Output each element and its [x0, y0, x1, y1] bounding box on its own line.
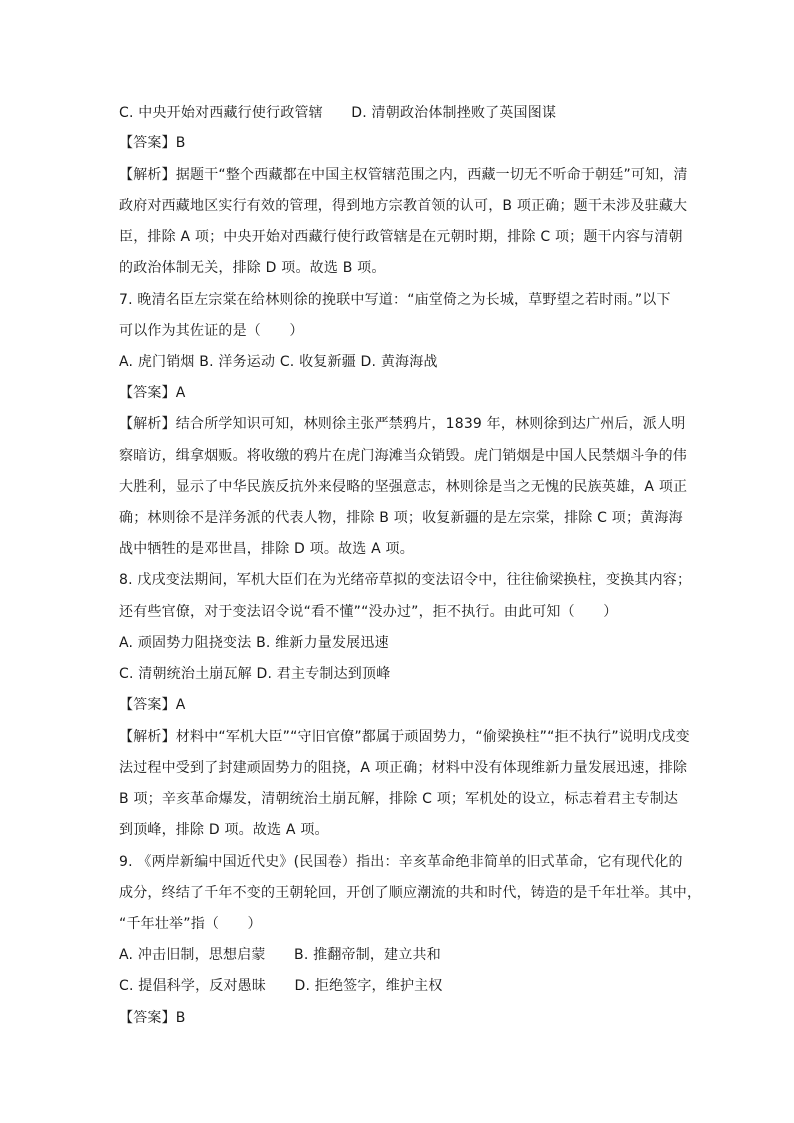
analysis-line: 确；林则徐不是洋务派的代表人物，排除 B 项；收复新疆的是左宗棠，排除 C 项；黄海海: [119, 510, 683, 526]
option-line: A. 冲击旧制，思想启蒙 B. 推翻帝制，建立共和: [119, 947, 441, 963]
analysis-line: 大胜利，显示了中华民族反抗外来侵略的坚强意志，林则徐是当之无愧的民族英雄，A 项正: [119, 479, 688, 495]
analysis-line: 察暗访，缉拿烟贩。将收缴的鸦片在虎门海滩当众销毁。虎门销烟是中国人民禁烟斗争的伟: [119, 448, 687, 464]
analysis-line: 臣，排除 A 项；中央开始对西藏行使行政管辖是在元朝时期，排除 C 项；题干内容与清朝: [119, 229, 683, 245]
answer-line: 【答案】A: [119, 385, 186, 401]
analysis-line: 【解析】据题干“整个西藏都在中国主权管辖范围之内，西藏一切无不听命于朝廷”可知，清: [119, 167, 688, 183]
analysis-line: 政府对西藏地区实行有效的管理，得到地方宗教首领的认可，B 项正确；题干未涉及驻藏大: [119, 198, 688, 214]
analysis-line: 到顶峰，排除 D 项。故选 A 项。: [119, 822, 329, 838]
analysis-line: 战中牺牲的是邓世昌，排除 D 项。故选 A 项。: [119, 541, 414, 557]
question-line: 8. 戊戌变法期间，军机大臣们在为光绪帝草拟的变法诏令中，往往偷梁换柱，变换其内容；: [119, 572, 692, 588]
option-line: A. 顽固势力阻挠变法 B. 维新力量发展迅速: [119, 635, 389, 651]
option-line: C. 中央开始对西藏行使行政管辖 D. 清朝政治体制挫败了英国图谋: [119, 105, 557, 121]
question-line: 9. 《两岸新编中国近代史》(民国卷）指出：辛亥革命绝非简单的旧式革命，它有现代化的: [119, 854, 683, 870]
question-line: “千年壮举”指（ ）: [119, 916, 262, 932]
option-line: C. 清朝统治土崩瓦解 D. 君主专制达到顶峰: [119, 666, 391, 682]
answer-line: 【答案】B: [119, 1010, 186, 1026]
question-line: 成分，终结了千年不变的王朝轮回，开创了顺应潮流的共和时代，铸造的是千年壮举。其中，: [119, 885, 702, 901]
analysis-line: B 项；辛亥革命爆发，清朝统治土崩瓦解，排除 C 项；军机处的设立，标志着君主专制达: [119, 791, 679, 807]
analysis-line: 法过程中受到了封建顽固势力的阻挠，A 项正确；材料中没有体现维新力量发展迅速，排除: [119, 760, 688, 776]
analysis-line: 的政治体制无关，排除 D 项。故选 B 项。: [119, 260, 386, 276]
option-line: C. 提倡科学，反对愚昧 D. 拒绝签字，维护主权: [119, 978, 443, 994]
answer-line: 【答案】B: [119, 135, 186, 151]
option-line: A. 虎门销烟 B. 洋务运动 C. 收复新疆 D. 黄海海战: [119, 354, 438, 370]
question-line: 可以作为其佐证的是（ ）: [119, 323, 304, 339]
answer-line: 【答案】A: [119, 697, 186, 713]
question-line: 还有些官僚，对于变法诏令说“看不懂”“没办过”，拒不执行。由此可知（ ）: [119, 604, 618, 620]
analysis-line: 【解析】材料中“军机大臣”“守旧官僚”都属于顽固势力，“偷梁换柱”“拒不执行”说明戊戌变: [119, 729, 690, 745]
analysis-line: 【解析】结合所学知识可知，林则徐主张严禁鸦片，1839 年，林则徐到达广州后，派人明: [119, 416, 686, 432]
question-line: 7. 晚清名臣左宗棠在给林则徐的挽联中写道：“庙堂倚之为长城，草野望之若时雨。”以下: [119, 292, 671, 308]
